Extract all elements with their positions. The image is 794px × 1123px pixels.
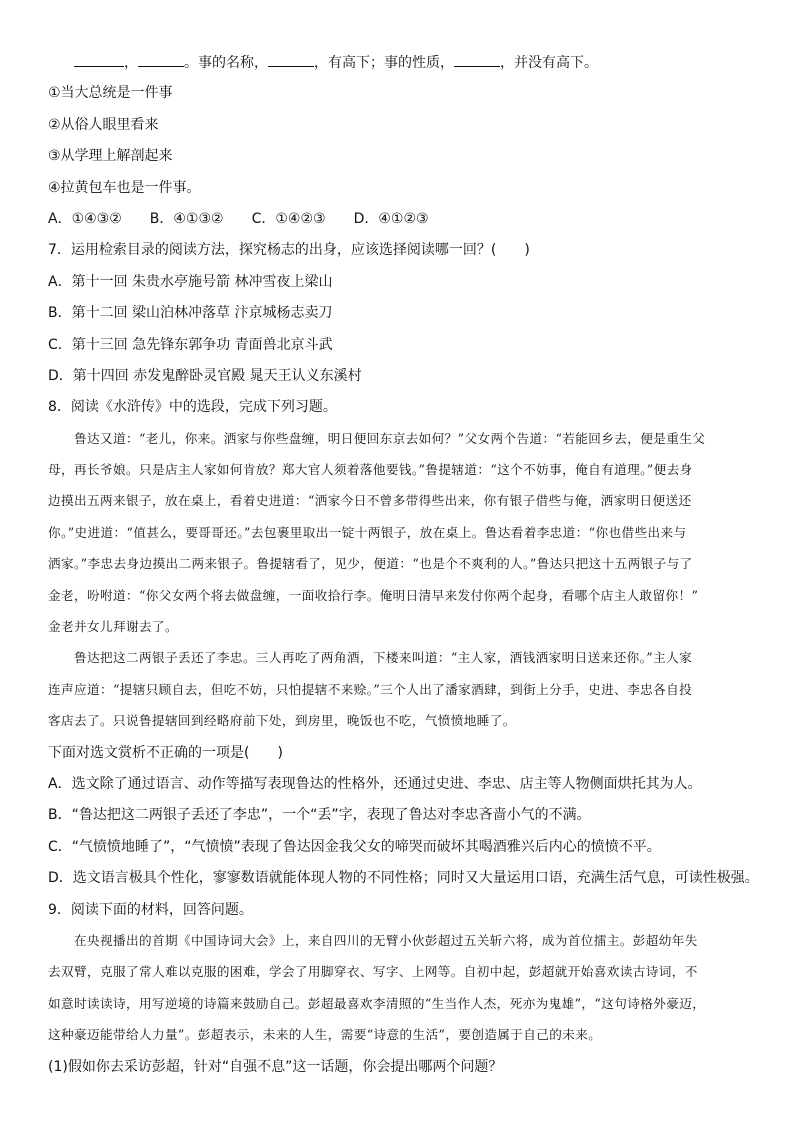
q8-passage-line: 你。”史进道：“值甚么，要哥哥还。”去包裹里取出一锭十两银子，放在桌上。鲁达看着李忠道：“你也借些出来与	[48, 524, 687, 540]
q8-passage-line: 边摸出五两来银子，放在桌上，看着史进道：“洒家今日不曾多带得些出来，你有银子借些与俺，洒家明日便送还	[48, 493, 692, 509]
q7-option-a[interactable]: A．第十一回 朱贵水亭施号箭 林冲雪夜上梁山	[48, 273, 333, 290]
q8-passage-line: 鲁达把这二两银子丢还了李忠。三人再吃了两角酒，下楼来叫道：“主人家，酒钱洒家明日送来还你。”主人家	[74, 650, 693, 666]
q9-passage-line: 这种豪迈能带给人力量”。彭超表示，未来的人生，需要“诗意的生活”，要创造属于自己的未来。	[48, 1027, 602, 1043]
q9-subquestion-1: (1)假如你去采访彭超，针对“自强不息”这一话题，你会提出哪两个问题？	[48, 1058, 503, 1075]
answer-blank-3[interactable]	[268, 52, 314, 67]
q6-stem	[48, 52, 748, 72]
q8-passage-line: 金老，吩咐道：“你父女两个将去做盘缠，一面收拾行李。俺明日清早来发付你两个起身，看哪个店主人敢留你！”	[48, 587, 699, 603]
q8-option-a[interactable]: A．选文除了通过语言、动作等描写表现鲁达的性格外，还通过史进、李忠、店主等人物侧面烘托其为人。	[48, 775, 702, 792]
q6-stem-seg4: ，并没有高下。	[500, 55, 598, 71]
q8-question: 下面对选文赏析不正确的一项是( )	[48, 744, 283, 761]
answer-blank-4[interactable]	[454, 52, 500, 67]
q8-passage-line: 金老并女儿拜谢去了。	[48, 619, 178, 635]
exam-page	[48, 52, 759, 1088]
q7-option-c[interactable]: C．第十三回 急先锋东郭争功 青面兽北京斗武	[48, 336, 333, 353]
q6-stem-seg3: ，有高下；事的性质，	[314, 55, 454, 71]
q8-passage-line: 连声应道：“提辖只顾自去，但吃不妨，只怕提辖不来赊。”三个人出了潘家酒肆，到街上分手，史进、李忠各自投	[48, 681, 693, 697]
q7-option-b[interactable]: B．第十二回 梁山泊林冲落草 汴京城杨志卖刀	[48, 305, 333, 322]
q8-option-d[interactable]: D．选文语言极具个性化，寥寥数语就能体现人物的不同性格；同时又大量运用口语，充满生活气息，可读性极强。	[48, 870, 759, 887]
q8-option-c[interactable]: C．“气愤愤地睡了”，“气愤愤”表现了鲁达因金我父女的啼哭而破坏其喝酒雅兴后内心的愤愤不平。	[48, 838, 661, 855]
q8-passage-line: 客店去了。只说鲁提辖回到经略府前下处，到房里，晚饭也不吃，气愤愤地睡了。	[48, 713, 516, 729]
q9-passage-line: 在央视播出的首期《中国诗词大会》上，来自四川的无臂小伙彭超过五关斩六将，成为首位擂主。彭超幼年失	[74, 932, 698, 948]
answer-blank-2[interactable]	[138, 52, 184, 67]
q8-passage-line: 母，再长爷娘。只是店主人家如何肯放？郑大官人须着落他要钱。”鲁提辖道：“这个不妨事，俺自有道理。”便去身	[48, 462, 693, 478]
q8-stem: 8．阅读《水浒传》中的选段，完成下列习题。	[48, 399, 337, 416]
q9-stem: 9．阅读下面的材料，回答问题。	[48, 901, 253, 918]
q6-item: ④拉黄包车也是一件事。	[48, 179, 201, 196]
q9-passage-line: 如意时读读诗，用写逆境的诗篇来鼓励自己。彭超最喜欢李清照的“生当作人杰，死亦为鬼雄”，“这句诗格外豪迈，	[48, 995, 706, 1011]
answer-blank-1[interactable]	[74, 52, 124, 67]
q8-passage-line: 洒家。”李忠去身边摸出二两来银子。鲁提辖看了，见少，便道：“也是个不爽利的人。”鲁达只把这十五两银子与了	[48, 556, 693, 572]
q8-option-b[interactable]: B．“鲁达把这二两银子丢还了李忠”，一个“丢”字，表现了鲁达对李忠吝啬小气的不满。	[48, 807, 591, 824]
q8-passage-line: 鲁达又道：“老儿，你来。洒家与你些盘缠，明日便回东京去如何？”父女两个告道：“若能回乡去，便是重生父	[74, 430, 706, 446]
q9-passage-line: 去双臂，克服了常人难以克服的困难，学会了用脚穿衣、写字、上网等。自初中起，彭超就开始喜欢读古诗词，不	[48, 964, 698, 980]
q6-options[interactable]: A．①④③② B．④①③② C．①④②③ D．④①②③	[48, 210, 429, 227]
q6-item: ③从学理上解剖起来	[48, 148, 173, 165]
q7-stem: 7．运用检索目录的阅读方法，探究杨志的出身，应该选择阅读哪一回？( )	[48, 242, 530, 259]
q6-item: ②从俗人眼里看来	[48, 116, 159, 133]
q6-item: ①当大总统是一件事	[48, 85, 173, 102]
q7-option-d[interactable]: D．第十四回 赤发鬼醉卧灵官殿 晁天王认义东溪村	[48, 367, 362, 384]
q6-stem-seg2: 。事的名称，	[184, 55, 268, 71]
q6-stem-seg1: ，	[124, 55, 138, 71]
